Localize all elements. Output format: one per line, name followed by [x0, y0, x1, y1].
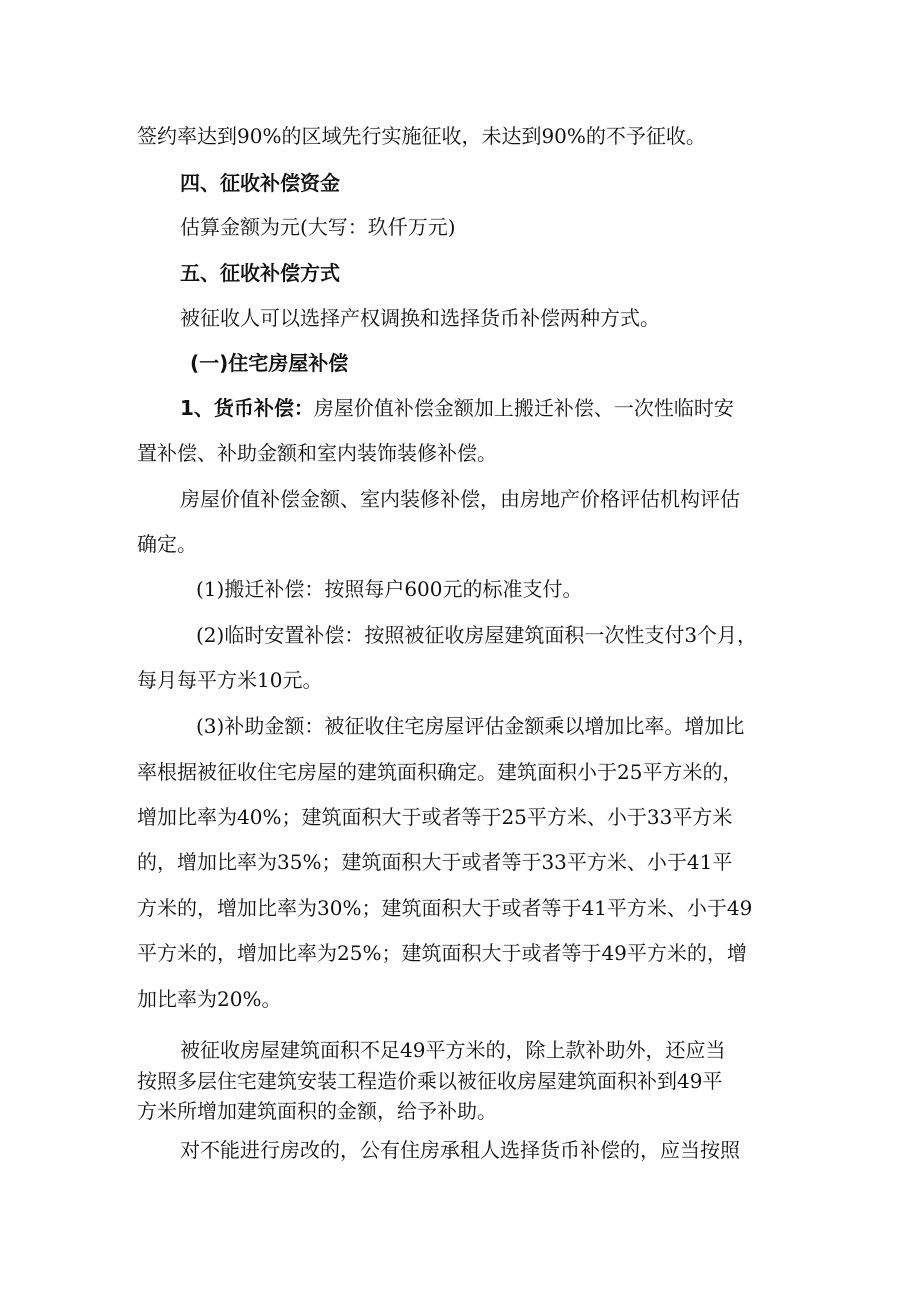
paragraph-line: (1)搬迁补偿：按照每户600元的标准支付。: [196, 577, 583, 601]
paragraph-line: 方米的，增加比率为30%；建筑面积大于或者等于41平方米、小于49: [137, 896, 753, 920]
paragraph-line: 按照多层住宅建筑安装工程造价乘以被征收房屋建筑面积补到49平: [137, 1069, 723, 1093]
paragraph-line: 置补偿、补助金额和室内装饰装修补偿。: [137, 441, 497, 465]
paragraph-line: (3)补助金额：被征收住宅房屋评估金额乘以增加比率。增加比: [196, 714, 745, 738]
paragraph-lead-label: 1、货币补偿：: [180, 396, 314, 420]
paragraph-line: 房屋价值补偿金额、室内装修补偿，由房地产价格评估机构评估: [180, 487, 740, 511]
section-heading-5: 五、征收补偿方式: [180, 261, 340, 285]
paragraph-line: 确定。: [137, 532, 197, 556]
section-heading-4: 四、征收补偿资金: [180, 171, 340, 195]
paragraph-line: 增加比率为40%；建筑面积大于或者等于25平方米、小于33平方米: [137, 805, 733, 829]
paragraph-line: 平方米的，增加比率为25%；建筑面积大于或者等于49平方米的，增: [137, 941, 747, 965]
paragraph-text: 房屋价值补偿金额加上搬迁补偿、一次性临时安: [313, 396, 734, 420]
paragraph-line: 的，增加比率为35%；建筑面积大于或者等于33平方米、小于41平: [137, 850, 733, 874]
subsection-heading: (一)住宅房屋补偿: [190, 351, 349, 375]
paragraph-line: 方米所增加建筑面积的金额，给予补助。: [137, 1099, 497, 1123]
paragraph-line: 估算金额为元(大写：玖仟万元): [180, 215, 456, 239]
paragraph-line: 每月每平方米10元。: [137, 668, 323, 692]
paragraph-line: [180, 398, 734, 418]
paragraph-line: 被征收房屋建筑面积不足49平方米的，除上款补助外，还应当: [180, 1038, 726, 1062]
paragraph-line: (2)临时安置补偿：按照被征收房屋建筑面积一次性支付3个月，: [196, 623, 758, 647]
paragraph-line: 对不能进行房改的，公有住房承租人选择货币补偿的，应当按照: [180, 1138, 740, 1162]
paragraph-line: 率根据被征收住宅房屋的建筑面积确定。建筑面积小于25平方米的，: [137, 760, 743, 784]
paragraph-line: 被征收人可以选择产权调换和选择货币补偿两种方式。: [180, 306, 660, 330]
paragraph-line: 加比率为20%。: [137, 987, 282, 1011]
paragraph-line: 签约率达到90%的区域先行实施征收，未达到90%的不予征收。: [137, 124, 706, 148]
